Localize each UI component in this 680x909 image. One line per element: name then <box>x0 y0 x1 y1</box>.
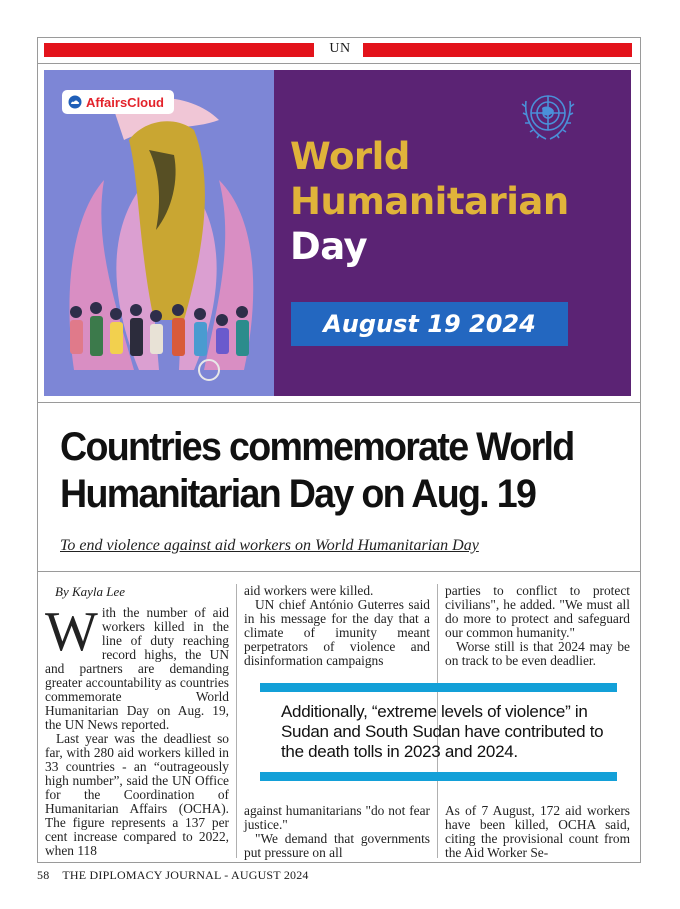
article-paragraph: "We demand that governments put pressure on all <box>244 831 430 860</box>
article-paragraph <box>45 601 229 732</box>
article-column-3-top <box>445 584 630 668</box>
pull-quote-text: Additionally, “extreme levels of violence” in Sudan and South Sudan have contributed to the death tolls in 2023 and 2024. <box>281 702 604 761</box>
banner-divider <box>38 402 640 403</box>
subheadline: To end violence against aid workers on World Humanitarian Day <box>60 537 479 554</box>
section-divider <box>38 63 640 64</box>
article-paragraph: parties to conflict to protect civilians", he added. "We must all do more to protect and safeguard our common humanity." <box>445 583 630 640</box>
publication-name: THE DIPLOMACY JOURNAL - AUGUST 2024 <box>62 868 309 882</box>
column-rule <box>236 584 237 858</box>
humanitarian-illustration <box>44 70 304 396</box>
article-paragraph: As of 7 August, 172 aid workers have been killed, OCHA said, citing the provisional count from the Aid Worker Se- <box>445 803 630 860</box>
banner-title-line2: Humanitarian <box>290 180 569 223</box>
byline: By Kayla Lee <box>55 584 126 599</box>
article-paragraph: Worse still is that 2024 may be on track to be even deadlier. <box>445 639 630 668</box>
banner-title-line3: Day <box>290 225 368 268</box>
article-column-1 <box>45 601 229 858</box>
banner-title-line1: World <box>290 135 410 178</box>
headline <box>60 424 596 518</box>
article-paragraph-text: ith the number of aid workers killed in the line of duty reaching record highs, the UN and partners are demanding greater accountability as countries commemorate World Humanitarian Day on Aug. 19, the UN News reported. <box>45 605 229 732</box>
article-column-2-top <box>244 584 430 668</box>
pull-quote-bar-top <box>260 683 617 692</box>
section-bar-right <box>363 43 632 57</box>
banner-title <box>290 134 569 269</box>
headline-line2: Humanitarian Day on Aug. 19 <box>60 472 536 516</box>
article-paragraph: UN chief António Guterres said in his message for the day that a climate of imunity meant perpetrators of violence and disinformation campaigns <box>244 597 430 668</box>
cloud-logo-icon <box>68 95 82 109</box>
page-number: 58 <box>37 868 50 882</box>
section-label: UN <box>329 41 351 56</box>
logo-text: AffairsCloud <box>86 94 164 110</box>
headline-line1: Countries commemorate World <box>60 425 574 469</box>
article-paragraph: Last year was the deadliest so far, with 280 aid workers killed in 33 countries - an “outrageously high number”, said the UN Office for the Coordination of Humanitarian Affairs (OCHA). The figure represents a 137 per cent increase compared to 2022, when 118 <box>45 731 229 858</box>
banner-image <box>44 70 631 396</box>
banner-date: August 19 2024 <box>291 302 568 346</box>
illustration-panel <box>44 70 304 396</box>
pull-quote <box>260 683 617 781</box>
pull-quote-bar-bottom <box>260 772 617 781</box>
article-paragraph: against humanitarians "do not fear justice." <box>244 803 430 832</box>
affairscloud-logo <box>62 90 174 114</box>
article-column-3-bottom <box>445 804 630 860</box>
article-divider <box>38 571 640 572</box>
page-footer <box>37 868 309 883</box>
article-paragraph: aid workers were killed. <box>244 583 374 598</box>
section-bar-left <box>44 43 314 57</box>
drop-cap: W <box>45 601 98 663</box>
article-column-2-bottom <box>244 804 430 860</box>
